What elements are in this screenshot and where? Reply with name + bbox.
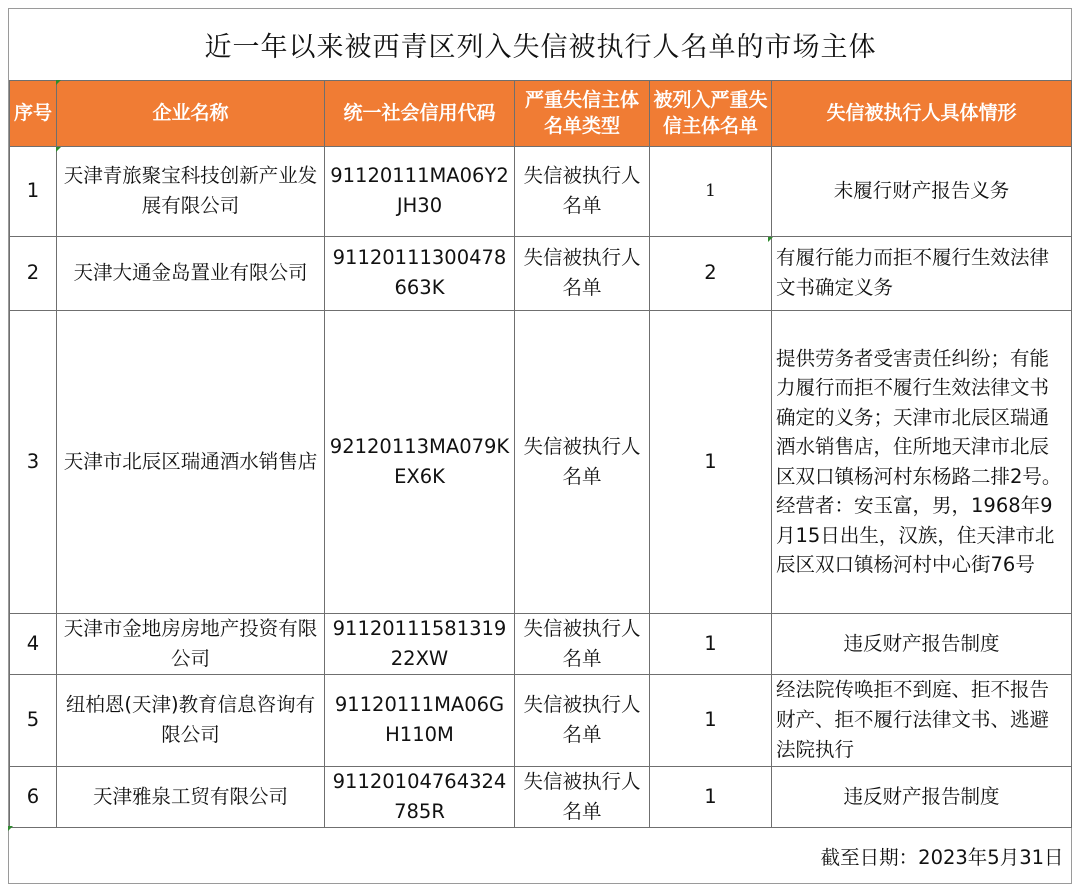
row-company-name: 天津市北辰区瑞通酒水销售店 <box>57 310 325 613</box>
row-list-type: 失信被执行人名单 <box>515 613 650 674</box>
row-company-name: 天津大通金岛置业有限公司 <box>57 236 325 310</box>
table-row <box>10 766 1072 827</box>
row-detail: 经法院传唤拒不到庭、拒不报告财产、拒不履行法律文书、逃避法院执行 <box>772 674 1072 766</box>
blacklist-table <box>9 9 1072 884</box>
row-listed-times: 1 <box>650 674 772 766</box>
row-list-type: 失信被执行人名单 <box>515 310 650 613</box>
header-seq: 序号 <box>10 80 57 146</box>
header-detail: 失信被执行人具体情形 <box>772 80 1072 146</box>
row-listed-times: 1 <box>650 613 772 674</box>
comment-marker-icon <box>56 147 61 152</box>
table-row <box>10 674 1072 766</box>
header-company-name: 企业名称 <box>57 80 325 146</box>
row-detail: 违反财产报告制度 <box>772 613 1072 674</box>
row-listed-times: 1 <box>650 310 772 613</box>
row-detail: 提供劳务者受害责任纠纷；有能力履行而拒不履行生效法律文书确定的义务；天津市北辰区瑞通酒水销售店，住所地天津市北辰区双口镇杨河村东杨路二排2号。经营者：安玉富，男，1968年9月15日出生，汉族，住天津市北辰区双口镇杨河村中心街76号 <box>772 310 1072 613</box>
row-credit-code: 91120111300478663K <box>325 236 515 310</box>
row-seq: 5 <box>10 674 57 766</box>
comment-marker-icon <box>8 826 13 831</box>
row-company-name: 天津市金地房房地产投资有限公司 <box>57 613 325 674</box>
page-title: 近一年以来被西青区列入失信被执行人名单的市场主体 <box>10 9 1072 80</box>
row-seq: 2 <box>10 236 57 310</box>
row-listed-times: 2 <box>650 236 772 310</box>
row-detail: 有履行能力而拒不履行生效法律文书确定义务 <box>772 236 1072 310</box>
row-detail: 违反财产报告制度 <box>772 766 1072 827</box>
header-credit-code: 统一社会信用代码 <box>325 80 515 146</box>
header-listed-times: 被列入严重失信主体名单 <box>650 80 772 146</box>
comment-marker-icon <box>56 80 61 85</box>
row-detail: 未履行财产报告义务 <box>772 146 1072 236</box>
row-credit-code: 91120111MA06Y2JH30 <box>325 146 515 236</box>
row-credit-code: 91120111MA06GH110M <box>325 674 515 766</box>
row-list-type: 失信被执行人名单 <box>515 674 650 766</box>
table-row <box>10 613 1072 674</box>
table-row <box>10 146 1072 236</box>
header-list-type: 严重失信主体名单类型 <box>515 80 650 146</box>
row-seq: 3 <box>10 310 57 613</box>
row-list-type: 失信被执行人名单 <box>515 146 650 236</box>
table-row <box>10 236 1072 310</box>
row-listed-times: 1 <box>650 146 772 236</box>
row-credit-code: 91120104764324785R <box>325 766 515 827</box>
row-seq: 4 <box>10 613 57 674</box>
row-listed-times: 1 <box>650 766 772 827</box>
blacklist-sheet <box>8 8 1072 884</box>
row-seq: 6 <box>10 766 57 827</box>
table-header-row <box>10 80 1072 146</box>
row-company-name: 天津青旅聚宝科技创新产业发展有限公司 <box>57 146 325 236</box>
row-company-name: 天津雅泉工贸有限公司 <box>57 766 325 827</box>
comment-marker-icon <box>768 237 773 242</box>
row-credit-code: 9112011158131922XW <box>325 613 515 674</box>
row-list-type: 失信被执行人名单 <box>515 766 650 827</box>
row-list-type: 失信被执行人名单 <box>515 236 650 310</box>
table-row <box>10 310 1072 613</box>
cutoff-date: 截至日期：2023年5月31日 <box>10 827 1072 884</box>
row-seq: 1 <box>10 146 57 236</box>
row-company-name: 纽柏恩(天津)教育信息咨询有限公司 <box>57 674 325 766</box>
row-credit-code: 92120113MA079KEX6K <box>325 310 515 613</box>
